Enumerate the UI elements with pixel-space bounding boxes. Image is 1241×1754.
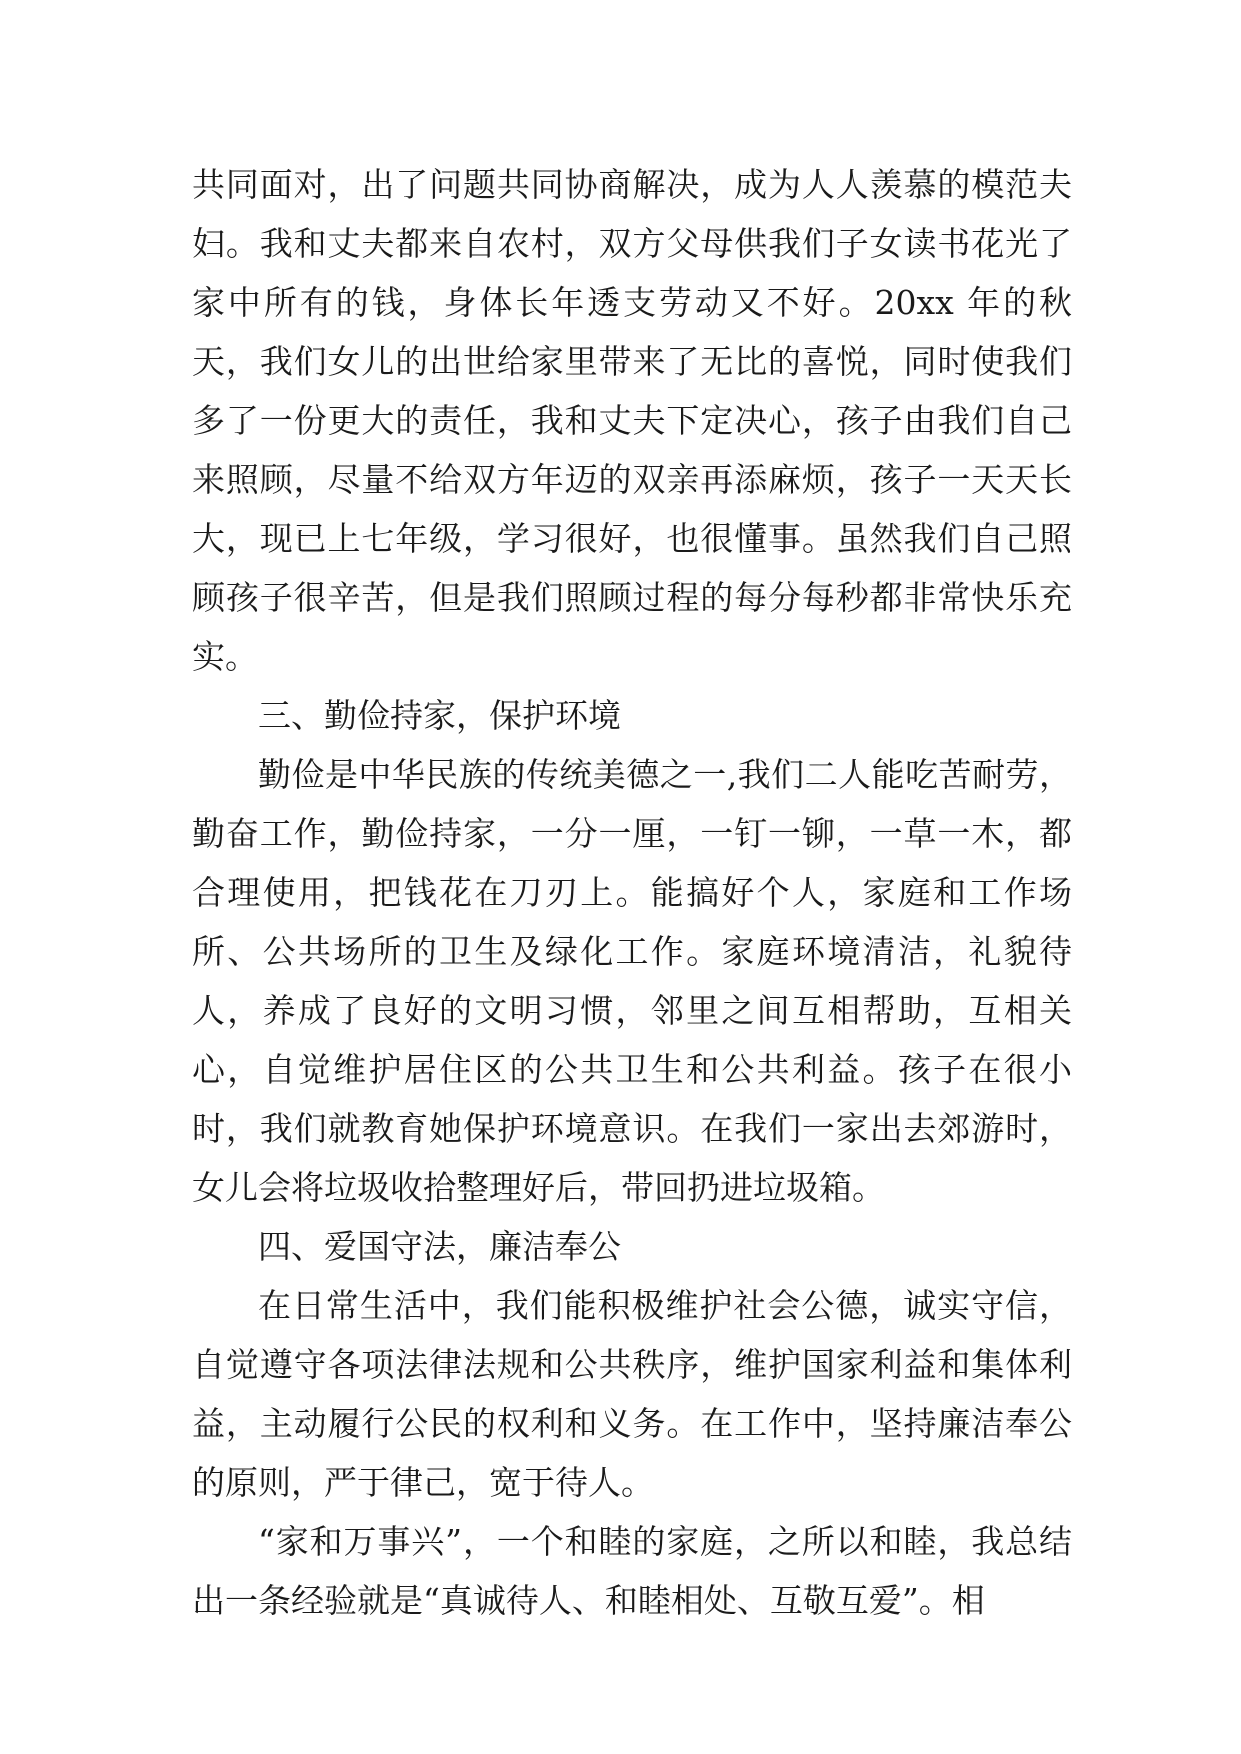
paragraph-family-care: 共同面对，出了问题共同协商解决，成为人人羡慕的模范夫妇。我和丈夫都来自农村，双方父母供我们子女读书花光了家中所有的钱，身体长年透支劳动又不好。20xx 年的秋天，我们女儿的出世给家里带来了无比的喜悦，同时使我们多了一份更大的责任，我和丈夫下定决心，孩子由我们自己来照顾，尽量不给双方年迈的双亲再添麻烦，孩子一天天长大，现已上七年级，学习很好，也很懂事。虽然我们自己照顾孩子很辛苦，但是我们照顾过程的每分每秒都非常快乐充实。 [192,165,1072,676]
section-heading-law-abiding: 四、爱国守法，廉洁奉公 [258,1227,621,1266]
paragraph-law-abiding: 在日常生活中，我们能积极维护社会公德，诚实守信，自觉遵守各项法律法规和公共秩序，维护国家利益和集体利益，主动履行公民的权利和义务。在工作中，坚持廉洁奉公的原则，严于律己，宽于待人。 [192,1286,1072,1502]
section-heading-frugality: 三、勤俭持家，保护环境 [258,696,621,735]
paragraph-frugality: 勤俭是中华民族的传统美德之一,我们二人能吃苦耐劳，勤奋工作，勤俭持家，一分一厘，一钉一铆，一草一木，都合理使用，把钱花在刀刃上。能搞好个人，家庭和工作场所、公共场所的卫生及绿化工作。家庭环境清洁，礼貌待人，养成了良好的文明习惯，邻里之间互相帮助，互相关心，自觉维护居住区的公共卫生和公共利益。孩子在很小时，我们就教育她保护环境意识。在我们一家出去郊游时，女儿会将垃圾收拾整理好后，带回扔进垃圾箱。 [192,755,1072,1207]
paragraph-family-harmony: “家和万事兴”，一个和睦的家庭，之所以和睦，我总结出一条经验就是“真诚待人、和睦相处、互敬互爱”。相 [192,1522,1072,1620]
document-body [192,155,1072,1630]
